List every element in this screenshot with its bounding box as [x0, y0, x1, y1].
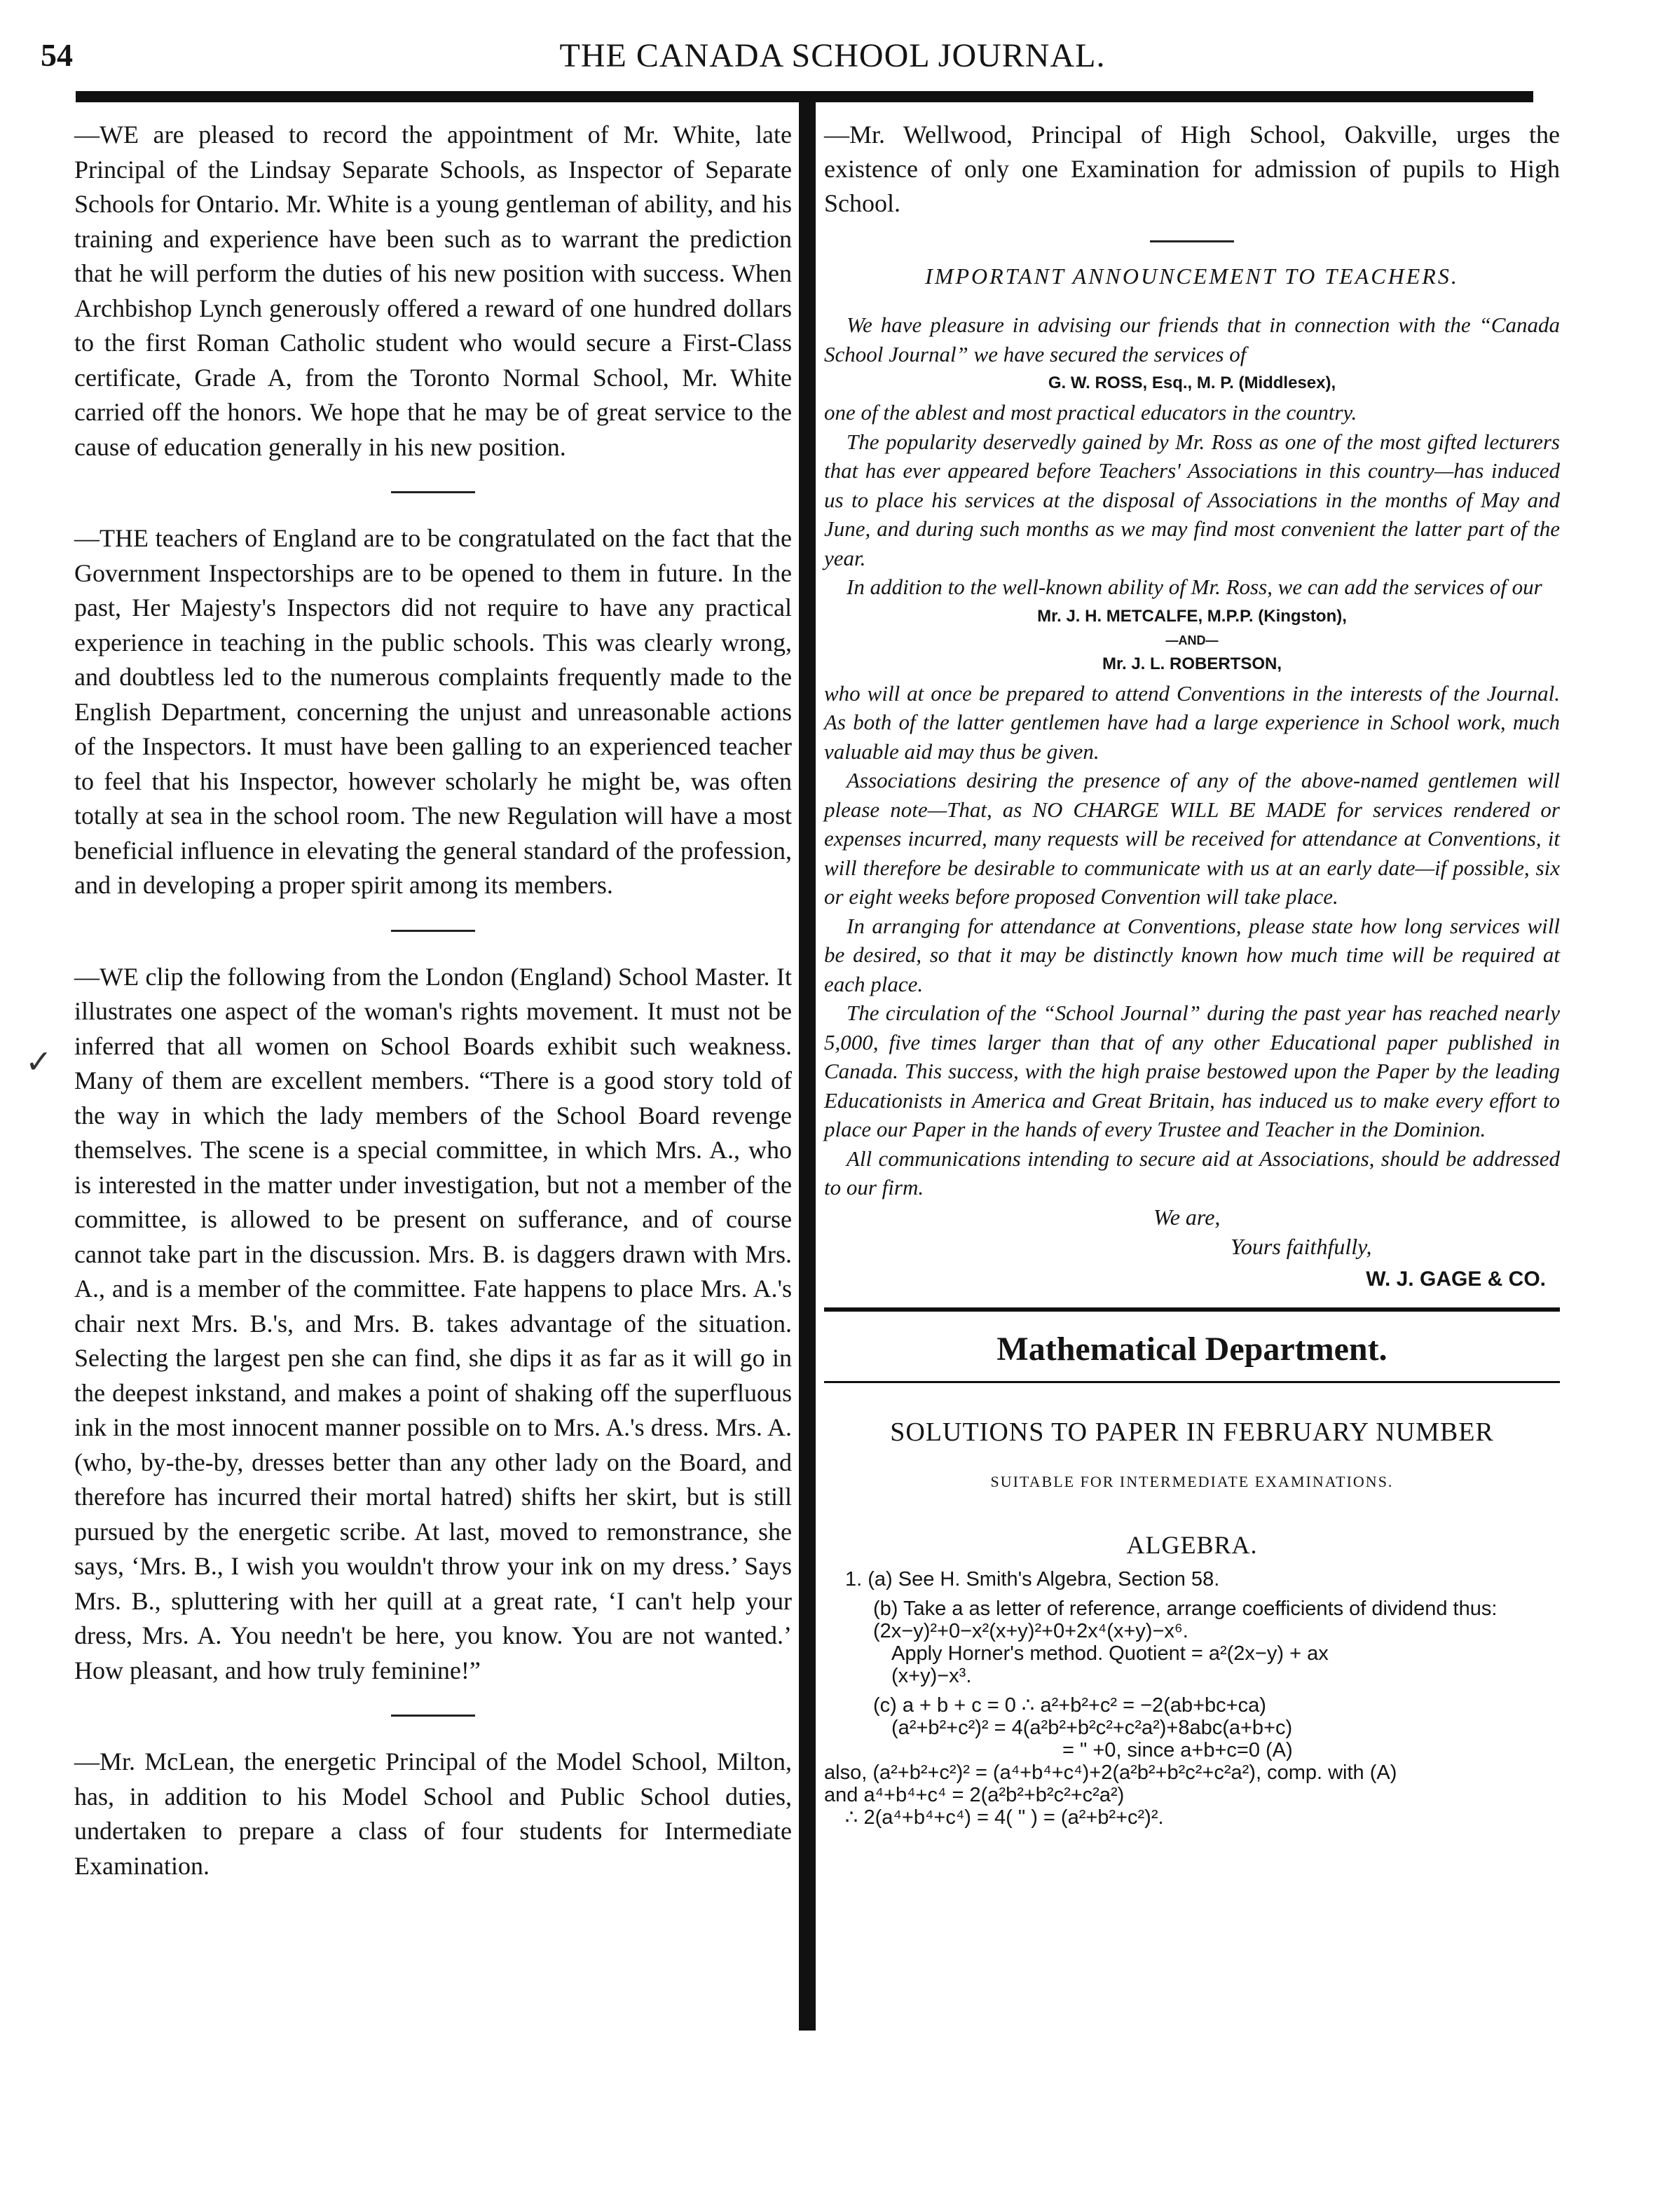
- math-line: and a⁴+b⁴+c⁴ = 2(a²b²+b²c²+c²a²): [824, 1783, 1125, 1806]
- math-line: also, (a²+b²+c²)² = (a⁴+b⁴+c⁴)+2(a²b²+b²c²+c²a²), comp. with (A): [824, 1761, 1397, 1784]
- math-solutions: [824, 1568, 1560, 1829]
- separator-rule: [391, 1715, 475, 1717]
- algebra-heading: ALGEBRA.: [1126, 1530, 1258, 1559]
- math-line: ∴ 2(a⁴+b⁴+c⁴) = 4( " ) = (a²+b²+c²)².: [845, 1806, 1164, 1829]
- announcement-paragraph: In addition to the well-known ability of Mr. Ross, we can add the services of our: [847, 575, 1542, 599]
- article-paragraph-england: —THE teachers of England are to be congratulated on the fact that the Government Inspectorships are to be opened to them in future. In the past, Her Majesty's Inspectors did not require to have any practical experience in teaching in the public schools. This was clearly wrong, and doubtless led to the numerous complaints frequently made to the English Department, concerning the unjust and unreasonable actions of the Inspectors. It must have been galling to an experienced teacher to feel that his Inspector, however scholarly he might be, was often totally at sea in the school room. The new Regulation will have a most beneficial influence in elevating the general standard of the profession, and in developing a proper spirit among its members.: [74, 524, 792, 899]
- margin-tick-mark: ✓: [25, 1044, 53, 1080]
- announcement-name-robertson: Mr. J. L. ROBERTSON,: [1102, 654, 1282, 673]
- announcement-and: —AND—: [1165, 633, 1219, 647]
- suitable-subtitle: SUITABLE FOR INTERMEDIATE EXAMINATIONS.: [990, 1472, 1394, 1490]
- math-line: = " +0, since a+b+c=0 (A): [1062, 1738, 1293, 1761]
- announcement-paragraph: The popularity deservedly gained by Mr. Ross as one of the most gifted lecturers that has ever appeared before Teachers' Associations in this country—has induced us to place his services at the disposal of Associations in the months of May and June, and during such months as we may find most convenient the latter part of the year.: [824, 429, 1560, 570]
- math-line: 1. (a) See H. Smith's Algebra, Section 58.: [845, 1567, 1220, 1591]
- announcement-paragraph: The circulation of the “School Journal” during the past year has reached nearly 5,000, five times larger than that of any other Educational paper published in Canada. This success, with the high praise bestowed upon the Paper by the leading Educationists in America and Great Britain, has induced us to make every effort to place our Paper in the hands of every Trustee and Teacher in the Dominion.: [824, 1001, 1560, 1141]
- announcement-paragraph: one of the ablest and most practical educators in the country.: [824, 400, 1357, 425]
- announcement-paragraph: All communications intending to secure aid at Associations, should be addressed to our firm.: [824, 1146, 1560, 1200]
- closing-yours-faithfully: Yours faithfully,: [1231, 1233, 1372, 1259]
- announcement-name-ross: G. W. ROSS, Esq., M. P. (Middlesex),: [1048, 373, 1336, 392]
- announcement-heading: IMPORTANT ANNOUNCEMENT TO TEACHERS.: [925, 263, 1459, 289]
- journal-title: THE CANADA SCHOOL JOURNAL.: [559, 37, 1106, 74]
- announcement-paragraph: who will at once be prepared to attend Conventions in the interests of the Journal. As both of the latter gentlemen have had a large experience in School work, much valuable aid may thus be given.: [824, 680, 1560, 764]
- announcement-paragraph: In arranging for attendance at Conventions, please state how long services will be desired, so that it may be distinctly known how much time will be required at each place.: [824, 913, 1560, 996]
- article-paragraph-white: —WE are pleased to record the appointment of Mr. White, late Principal of the Lindsay Separate Schools, as Inspector of Separate Schools for Ontario. Mr. White is a young gentleman of ability, and his training and experience have been such as to warrant the prediction that he will perform the duties of his new position with success. When Archbishop Lynch generously offered a reward of one hundred dollars to the first Roman Catholic student who would secure a First-Class certificate, Grade A, from the Toronto Normal School, Mr. White carried off the honors. We hope that he may be of great service to the cause of education generally in his new position.: [74, 121, 792, 461]
- announcement-name-metcalfe: Mr. J. H. METCALFE, M.P.P. (Kingston),: [1037, 606, 1347, 626]
- announcement-paragraph: We have pleasure in advising our friends that in connection with the “Canada School Journal” we have secured the services of: [824, 312, 1560, 366]
- left-column: [74, 118, 792, 1883]
- solutions-title: SOLUTIONS TO PAPER IN FEBRUARY NUMBER: [890, 1417, 1494, 1447]
- page-number: 54: [41, 37, 73, 73]
- column-rule: [799, 97, 816, 2031]
- math-line: Apply Horner's method. Quotient = a²(2x−y) + ax: [891, 1642, 1329, 1665]
- math-line: (b) Take a as letter of reference, arrange coefficients of dividend thus: (2x−y)²+0−x²(x+y)²+0+2x⁴(x+y)−x⁶.: [873, 1597, 1498, 1642]
- article-paragraph-mclean: —Mr. McLean, the energetic Principal of the Model School, Milton, has, in addition to his Model School and Public School duties, undertaken to prepare a class of four students for Intermediate Examination.: [74, 1747, 792, 1880]
- news-item-wellwood: —Mr. Wellwood, Principal of High School, Oakville, urges the existence of only one Examination for admission of pupils to High School.: [824, 121, 1560, 217]
- signer: W. J. GAGE & CO.: [1366, 1267, 1546, 1291]
- announcement: [824, 263, 1560, 1298]
- separator-rule: [391, 491, 475, 493]
- department-heading: Mathematical Department.: [996, 1330, 1388, 1368]
- closing-we-are: We are,: [1153, 1204, 1221, 1230]
- page-header: [0, 36, 1665, 78]
- article-paragraph-school-master: —WE clip the following from the London (England) School Master. It illustrates one aspect of the woman's rights movement. It must not be inferred that all women on School Boards exhibit such weakness. Many of them are excellent members. “There is a good story told of the way in which the lady members of the School Board revenge themselves. The scene is a special committee, in which Mrs. A., who is interested in the matter under investigation, but not a member of the committee, is allowed to be present on sufferance, and of course cannot take part in the discussion. Mrs. B. is daggers drawn with Mrs. A., and is a member of the committee. Fate happens to place Mrs. A.'s chair next Mrs. B.'s, and Mrs. B. takes advantage of the situation. Selecting the largest pen she can find, she dips it as far as it will go in the deepest inkstand, and makes a point of shaking off the superfluous ink in the most innocent manner possible on to Mrs. A.'s dress. Mrs. A. (who, by-the-by, dresses better than any other lady on the Board, and therefore has incurred their mortal hatred) shifts her skirt, but is still pursued by the energetic scribe. At last, moved to remonstrance, she says, ‘Mrs. B., I wish you wouldn't throw your ink on my dress.’ Says Mrs. B., spluttering with her quill at a great rate, ‘I can't help your dress, Mrs. A. You needn't be here, you know. You are not wanted.’ How pleasant, and how truly feminine!”: [74, 962, 792, 1684]
- math-line: (x+y)−x³.: [891, 1664, 972, 1687]
- announcement-paragraph: Associations desiring the presence of any of the above-named gentlemen will please note—That, as NO CHARGE WILL BE MADE for services rendered or expenses incurred, many requests will be received for attendance at Conventions, it will therefore be desirable to communicate with us at an early date—if possible, six or eight weeks before proposed Convention will take place.: [824, 768, 1560, 909]
- separator-rule: [391, 930, 475, 932]
- section-rule: [824, 1381, 1560, 1383]
- separator-rule: [1150, 240, 1234, 242]
- math-line: (c) a + b + c = 0 ∴ a²+b²+c² = −2(ab+bc+ca): [873, 1694, 1266, 1717]
- math-line: (a²+b²+c²)² = 4(a²b²+b²c²+c²a²)+8abc(a+b+c): [891, 1716, 1293, 1739]
- right-column: [824, 118, 1560, 1829]
- section-rule: [824, 1307, 1560, 1312]
